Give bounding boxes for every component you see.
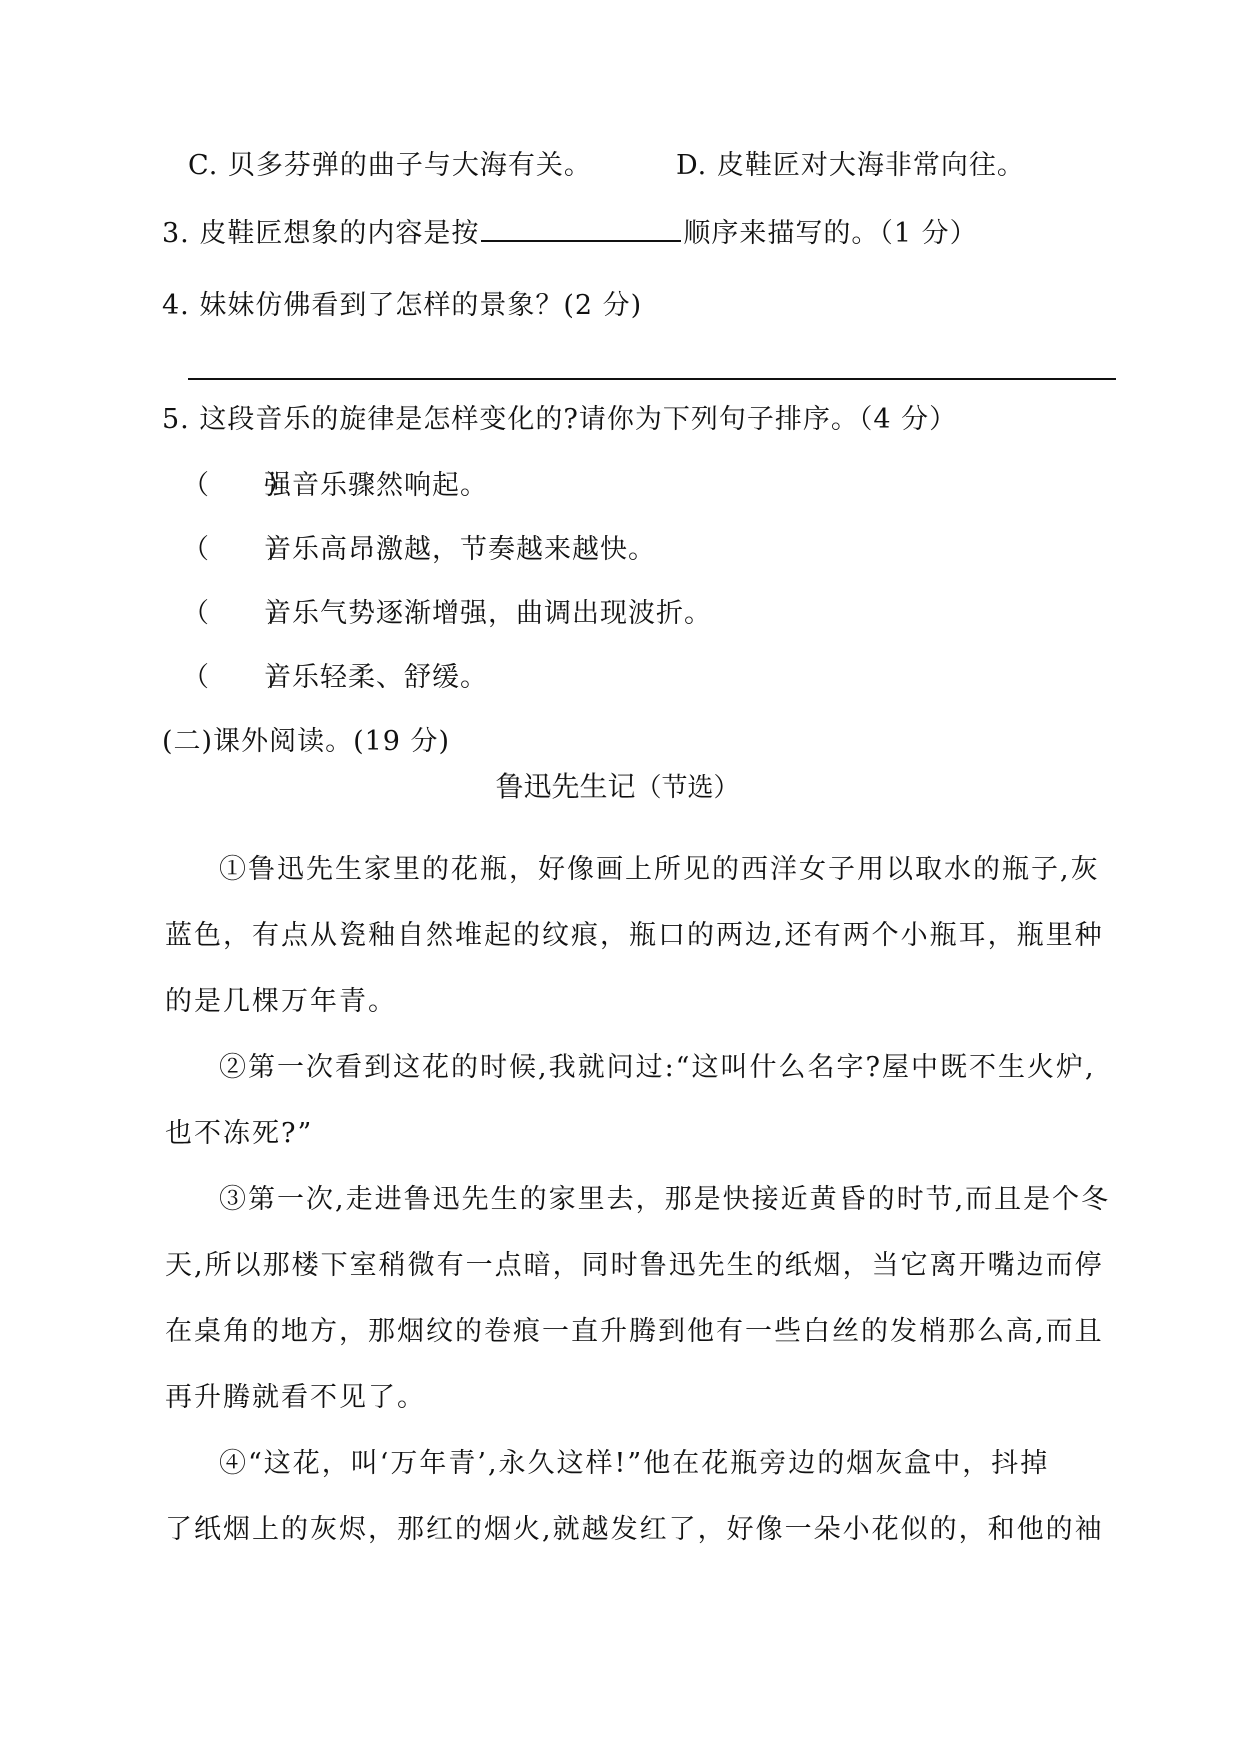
paragraph-line: 天,所以那楼下室稍微有一点暗，同时鲁迅先生的纸烟，当它离开嘴边而停: [165, 1250, 1104, 1281]
order-item-text: 音乐高昂激越，节奏越来越快。: [264, 534, 656, 565]
paragraph-line: ②第一次看到这花的时候,我就问过:“这叫什么名字?屋中既不生火炉,: [219, 1052, 1096, 1083]
order-item: [182, 532, 656, 568]
paragraph-line: 也不冻死?”: [165, 1118, 314, 1149]
paragraph-line: ④“这花，叫‘万年青’,永久这样!”他在花瓶旁边的烟灰盒中，抖掉: [219, 1448, 1050, 1479]
question-4: 4. 妹妹仿佛看到了怎样的景象？(2 分): [162, 290, 643, 321]
question-3-text-after: 顺序来描写的。（1 分）: [683, 218, 978, 249]
paragraph-1: [165, 852, 1125, 1050]
order-blank[interactable]: （ ）: [182, 662, 294, 693]
order-blank[interactable]: （ ）: [182, 534, 294, 565]
order-item: [182, 596, 712, 632]
section-heading: (二)课外阅读。(19 分): [162, 726, 451, 757]
order-item-text: 音乐轻柔、舒缓。: [264, 662, 488, 693]
order-item-text: 音乐气势逐渐增强，曲调出现波折。: [264, 598, 712, 629]
paragraph-line: 在桌角的地方，那烟纹的卷痕一直升腾到他有一些白丝的发梢那么高,而且: [165, 1316, 1104, 1347]
order-blank[interactable]: （ ）: [182, 598, 294, 629]
paragraph-line: 再升腾就看不见了。: [165, 1382, 426, 1413]
paragraph-line: 了纸烟上的灰烬，那红的烟火,就越发红了，好像一朵小花似的，和他的袖: [165, 1514, 1104, 1545]
order-item: [182, 660, 488, 696]
paragraph-4: [165, 1446, 1125, 1578]
question-5: 5. 这段音乐的旋律是怎样变化的?请你为下列句子排序。（4 分）: [162, 404, 958, 435]
paragraph-line: 蓝色，有点从瓷釉自然堆起的纹痕，瓶口的两边,还有两个小瓶耳，瓶里种: [165, 920, 1104, 951]
paragraph-line: 的是几棵万年青。: [165, 986, 397, 1017]
paragraph-line: ①鲁迅先生家里的花瓶，好像画上所见的西洋女子用以取水的瓶子,灰: [219, 854, 1100, 885]
question-3-text-before: 3. 皮鞋匠想象的内容是按: [162, 218, 480, 249]
order-blank[interactable]: （ ）: [182, 470, 294, 501]
option-d: D. 皮鞋匠对大海非常向往。: [676, 150, 1025, 181]
question-4-answer-line[interactable]: [188, 378, 1116, 380]
option-c: C. 贝多芬弹的曲子与大海有关。: [188, 150, 592, 181]
paragraph-3: [165, 1182, 1125, 1446]
paragraph-2: [165, 1050, 1125, 1182]
question-3-blank[interactable]: [481, 212, 681, 242]
order-item: [182, 468, 488, 504]
order-item-text: 强音乐骤然响起。: [264, 470, 488, 501]
passage-title: [0, 769, 1235, 806]
question-3: [162, 212, 978, 252]
passage-title-sub: （节选）: [635, 773, 740, 803]
paragraph-line: ③第一次,走进鲁迅先生的家里去，那是快接近黄昏的时节,而且是个冬: [219, 1184, 1111, 1215]
passage-title-main: 鲁迅先生记: [495, 770, 636, 803]
